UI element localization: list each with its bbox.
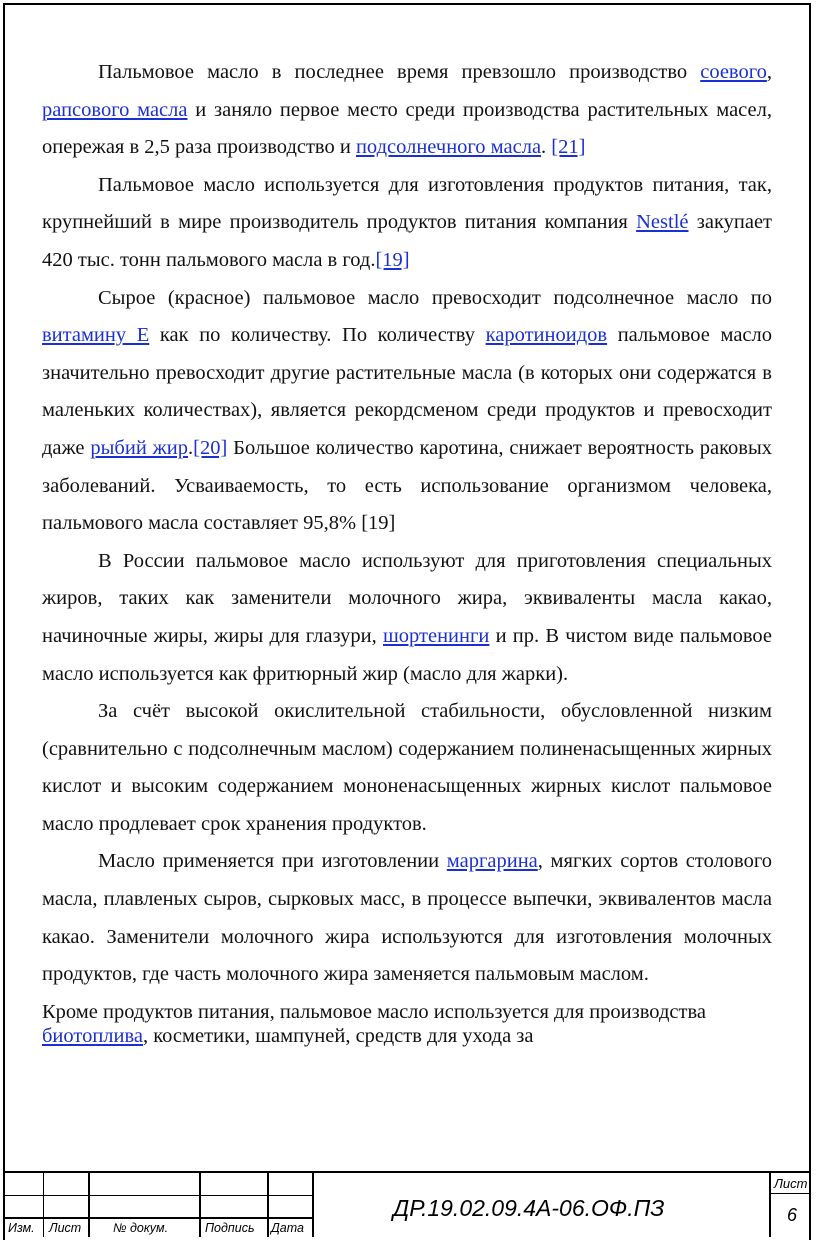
grid-line (312, 1173, 314, 1237)
link-biofuel[interactable]: биотоплива (42, 1024, 143, 1047)
text-span: За счёт высокой окислительной стабильности, обусловленной низким (сравнительно с подсолнечным маслом) содержанием полиненасыщенных жирных кислот и высоким содержанием мононенасыщенных жирных кислот пальмовое масло продлевает срок хранения продуктов. (42, 700, 772, 835)
text-span: Большое количество каротина, снижает вероятность раковых заболеваний. Усваиваемость, то есть использование организмом человека, пальмового масла составляет 95,8% [19] (42, 436, 773, 535)
text-span: , косметики, шампуней, средств для ухода за (143, 1024, 534, 1047)
label-signature: Подпись (205, 1221, 255, 1235)
text-span: Сырое (красное) пальмовое масло превосходит подсолнечное масло по (98, 286, 772, 309)
link-carotenoids[interactable]: каротиноидов (485, 324, 608, 347)
link-ref-21[interactable]: [21] (551, 136, 586, 159)
grid-line (267, 1173, 269, 1237)
text-span: Пальмовое масло в последнее время превзошло производство (98, 61, 701, 83)
grid-line (769, 1193, 811, 1194)
text-span: Пальмовое масло используется для изготовления продуктов питания, так, крупнейший в мире производитель продуктов питания компания (42, 173, 772, 234)
text-span: пальмовое масло значительно превосходит другие растительные масла (в которых они содержатся в маленьких количествах), является рекордсменом среди продуктов и превосходит даже (42, 324, 773, 459)
label-date: Дата (271, 1221, 304, 1235)
label-doc-number: № докум. (113, 1221, 169, 1235)
text-span: , мягких сортов столового масла, плавленых сыров, сырковых масс, в процессе выпечки, эквивалентов масла какао. Заменители молочного жира используются для изготовления молочных продуктов, где часть молочного жира заменяется пальмовым маслом. (42, 850, 772, 986)
paragraph-2 (42, 167, 772, 280)
link-ref-20[interactable]: [20] (193, 436, 228, 459)
text-span: и пр. В чистом виде пальмовое масло используется как фритюрный жир (масло для жарки). (42, 624, 772, 685)
text-span: , (766, 61, 772, 83)
grid-line (43, 1173, 44, 1237)
link-fish-oil[interactable]: рыбий жир (90, 436, 189, 459)
link-nestle[interactable]: Nestlé (636, 211, 689, 234)
text-span: закупает 420 тыс. тонн пальмового масла в год. (42, 211, 772, 271)
link-shortening[interactable]: шортенинги (383, 624, 490, 647)
paragraph-7 (42, 1000, 772, 1048)
text-span: Масло применяется при изготовлении (98, 850, 447, 873)
label-izm: Изм. (8, 1221, 35, 1235)
text-span: Кроме продуктов питания, пальмовое масло используется для производства (42, 1000, 706, 1023)
text-span: . (541, 136, 552, 159)
sheet-label: Лист (774, 1176, 808, 1191)
paragraph-1 (42, 54, 772, 167)
grid-line (88, 1173, 90, 1237)
grid-line (199, 1173, 201, 1237)
title-block (3, 1171, 811, 1237)
text-span: как по количеству. По количеству (149, 324, 486, 347)
sheet-number: 6 (787, 1205, 798, 1225)
document-body (42, 54, 772, 1048)
text-span: В России пальмовое масло используют для приготовления специальных жиров, таких как заменители молочного жира, эквиваленты масла какао, начиночные жиры, жиры для глазури, (42, 549, 772, 647)
grid-line (769, 1173, 771, 1237)
paragraph-4 (42, 543, 772, 693)
text-span: и заняло первое место среди производства растительных масел, опережая в 2,5 раза производство и (42, 98, 772, 159)
paragraph-3 (42, 280, 772, 543)
link-ref-19[interactable]: [19] (375, 248, 410, 271)
link-sunflower-oil[interactable]: подсолнечного масла (355, 136, 542, 159)
text-span: . (188, 436, 194, 459)
link-margarine[interactable]: маргарина (446, 850, 538, 873)
link-soy[interactable]: соевого (700, 61, 767, 83)
paragraph-5 (42, 693, 772, 843)
link-vitamin-e[interactable]: витамину Е (42, 324, 150, 347)
paragraph-6 (42, 843, 772, 993)
document-code: ДР.19.02.09.4А-06.ОФ.ПЗ (393, 1195, 665, 1221)
label-list: Лист (49, 1221, 82, 1235)
link-rapeseed-oil[interactable]: рапсового масла (42, 98, 188, 121)
